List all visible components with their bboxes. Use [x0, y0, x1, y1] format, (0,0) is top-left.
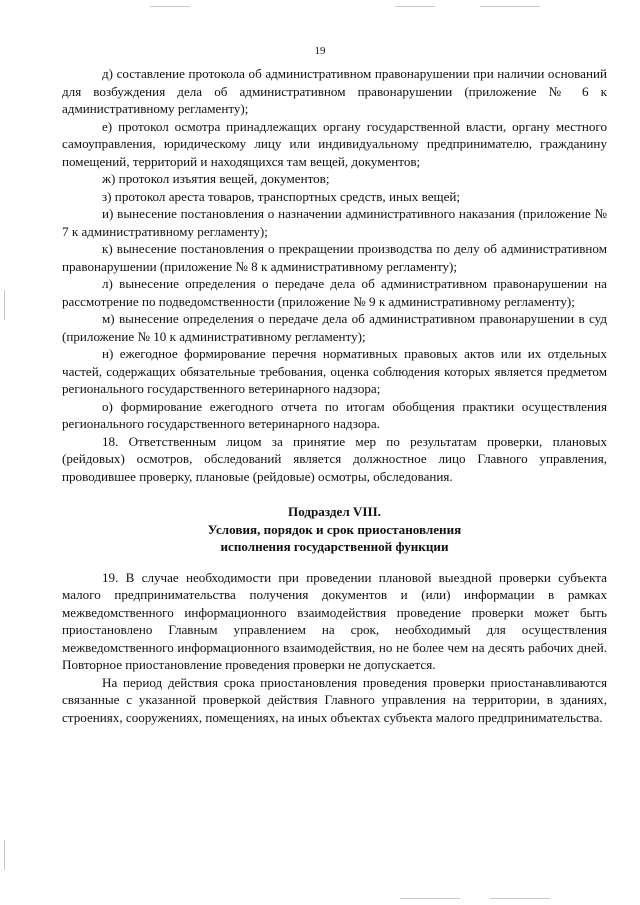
scan-artifact — [480, 6, 540, 7]
scan-artifact — [400, 898, 460, 899]
paragraph-n: н) ежегодное формирование перечня нормативных правовых актов или их отдельных частей, содержащих обязательные требования, оценка соблюдения которых является предметом регионального государственного ветеринарного надзора; — [62, 346, 607, 396]
scan-artifact — [395, 6, 435, 7]
paragraph-19: 19. В случае необходимости при проведении плановой выездной проверки субъекта малого предпринимательства получения документов и (или) информации в рамках межведомственного информационного взаимодействия проведение проверки может быть приостановлено Главным управлением на срок, необходимый для осуществления межведомственного информационного взаимодействия, но не более чем на десять рабочих дней. Повторное приостановление проведения проверки не допускается. — [62, 569, 607, 672]
paragraph-18: 18. Ответственным лицом за принятие мер по результатам проверки, плановых (рейдовых) осмотров, обследований является должностное лицо Главного управления, проводившее проверку, плановые (рейдовые) осмотры, обследования. — [62, 433, 607, 484]
paragraph-suspension-period: На период действия срока приостановления проведения проверки приостанавливаются связанные с указанной проверкой действия Главного управления на территории, в зданиях, строениях, сооружениях, помещениях, на иных объектах субъекта малого предпринимательства. — [62, 674, 607, 725]
scan-artifact — [4, 290, 5, 320]
scan-artifact — [150, 6, 190, 7]
paragraph-l: л) вынесение определения о передаче дела об административном правонарушении на рассмотрение по подведомственности (приложение № 9 к административному регламенту); — [62, 276, 607, 309]
paragraph-d: д) составление протокола об административном правонарушении при наличии оснований для возбуждения дела об административном правонарушении (приложение № 6 к административному регламенту); — [62, 66, 607, 116]
section-heading-line3: исполнения государственной функции — [220, 539, 449, 554]
paragraph-k: к) вынесение постановления о прекращении производства по делу об административном правонарушении (приложение № 8 к административному регламенту); — [62, 241, 607, 274]
section-heading — [62, 503, 607, 556]
paragraph-zh: ж) протокол изъятия вещей, документов; — [102, 171, 330, 186]
paragraph-z: з) протокол ареста товаров, транспортных средств, иных вещей; — [102, 188, 461, 204]
paragraph-i: и) вынесение постановления о назначении административного наказания (приложение № 7 к административному регламенту); — [62, 206, 607, 239]
document-body — [62, 65, 607, 726]
paragraph-o: о) формирование ежегодного отчета по итогам обобщения практики осуществления регионального государственного ветеринарного надзора. — [62, 398, 607, 431]
paragraph-m: м) вынесение определения о передаче дела об административном правонарушении в суд (приложение № 10 к административному регламенту); — [62, 311, 607, 344]
paragraph-e: е) протокол осмотра принадлежащих органу государственной власти, органу местного самоуправления, юридическому лицу или индивидуальному предпринимателю, гражданину помещений, территорий и находящихся там вещей, документов; — [62, 118, 607, 169]
section-heading-line2: Условия, порядок и срок приостановления — [207, 521, 462, 537]
scan-artifact — [490, 898, 550, 899]
section-heading-line1: Подраздел VIII. — [288, 504, 381, 519]
page-number: 19 — [314, 45, 326, 57]
scan-artifact — [4, 840, 5, 870]
